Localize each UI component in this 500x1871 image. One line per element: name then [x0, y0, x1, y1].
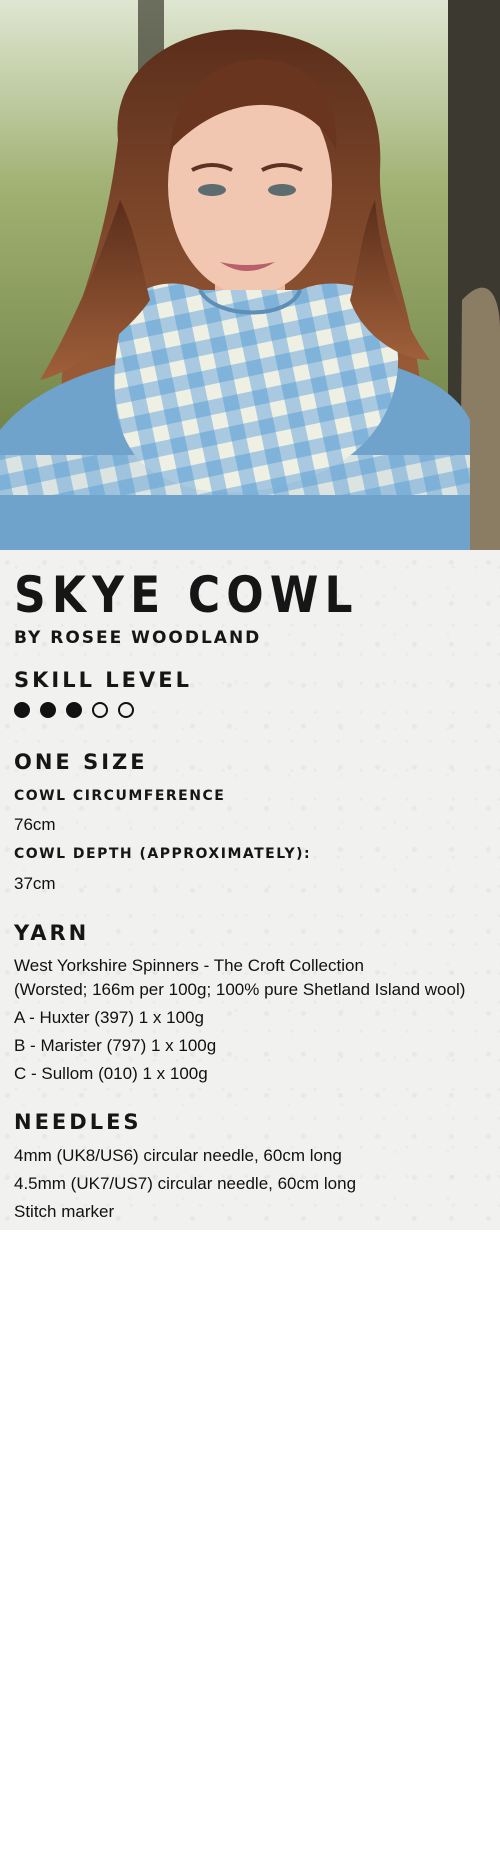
hero-photo [0, 0, 500, 550]
pattern-title: SKYE COWL [14, 566, 359, 624]
depth-value: 37cm [14, 874, 56, 893]
needle-item: 4.5mm (UK7/US7) circular needle, 60cm long [14, 1174, 357, 1193]
yarn-details: (Worsted; 166m per 100g; 100% pure Shetland Island wool) [14, 980, 466, 999]
skill-dot-2 [40, 702, 56, 718]
yarn-item: B - Marister (797) 1 x 100g [14, 1036, 217, 1055]
skill-level-heading: SKILL LEVEL [14, 668, 192, 692]
needles-heading: NEEDLES [14, 1110, 142, 1134]
skill-dot-1 [14, 702, 30, 718]
needle-item: 4mm (UK8/US6) circular needle, 60cm long [14, 1146, 342, 1165]
circumference-value: 76cm [14, 815, 56, 834]
depth-label: COWL DEPTH (APPROXIMATELY): [14, 846, 312, 862]
skill-dot-4 [92, 702, 108, 718]
skill-level-rating [14, 702, 134, 718]
skill-dot-3 [66, 702, 82, 718]
pattern-info-panel [0, 550, 500, 1230]
yarn-item: C - Sullom (010) 1 x 100g [14, 1064, 208, 1083]
needle-item: Stitch marker [14, 1202, 115, 1221]
designer-byline: BY ROSEE WOODLAND [14, 628, 262, 648]
model-wearing-cowl-image [0, 0, 500, 550]
skill-dot-5 [118, 702, 134, 718]
circumference-label: COWL CIRCUMFERENCE [14, 788, 226, 804]
yarn-heading: YARN [14, 921, 90, 945]
yarn-brand: West Yorkshire Spinners - The Croft Collection [14, 956, 364, 975]
size-heading: ONE SIZE [14, 750, 148, 774]
yarn-item: A - Huxter (397) 1 x 100g [14, 1008, 204, 1027]
